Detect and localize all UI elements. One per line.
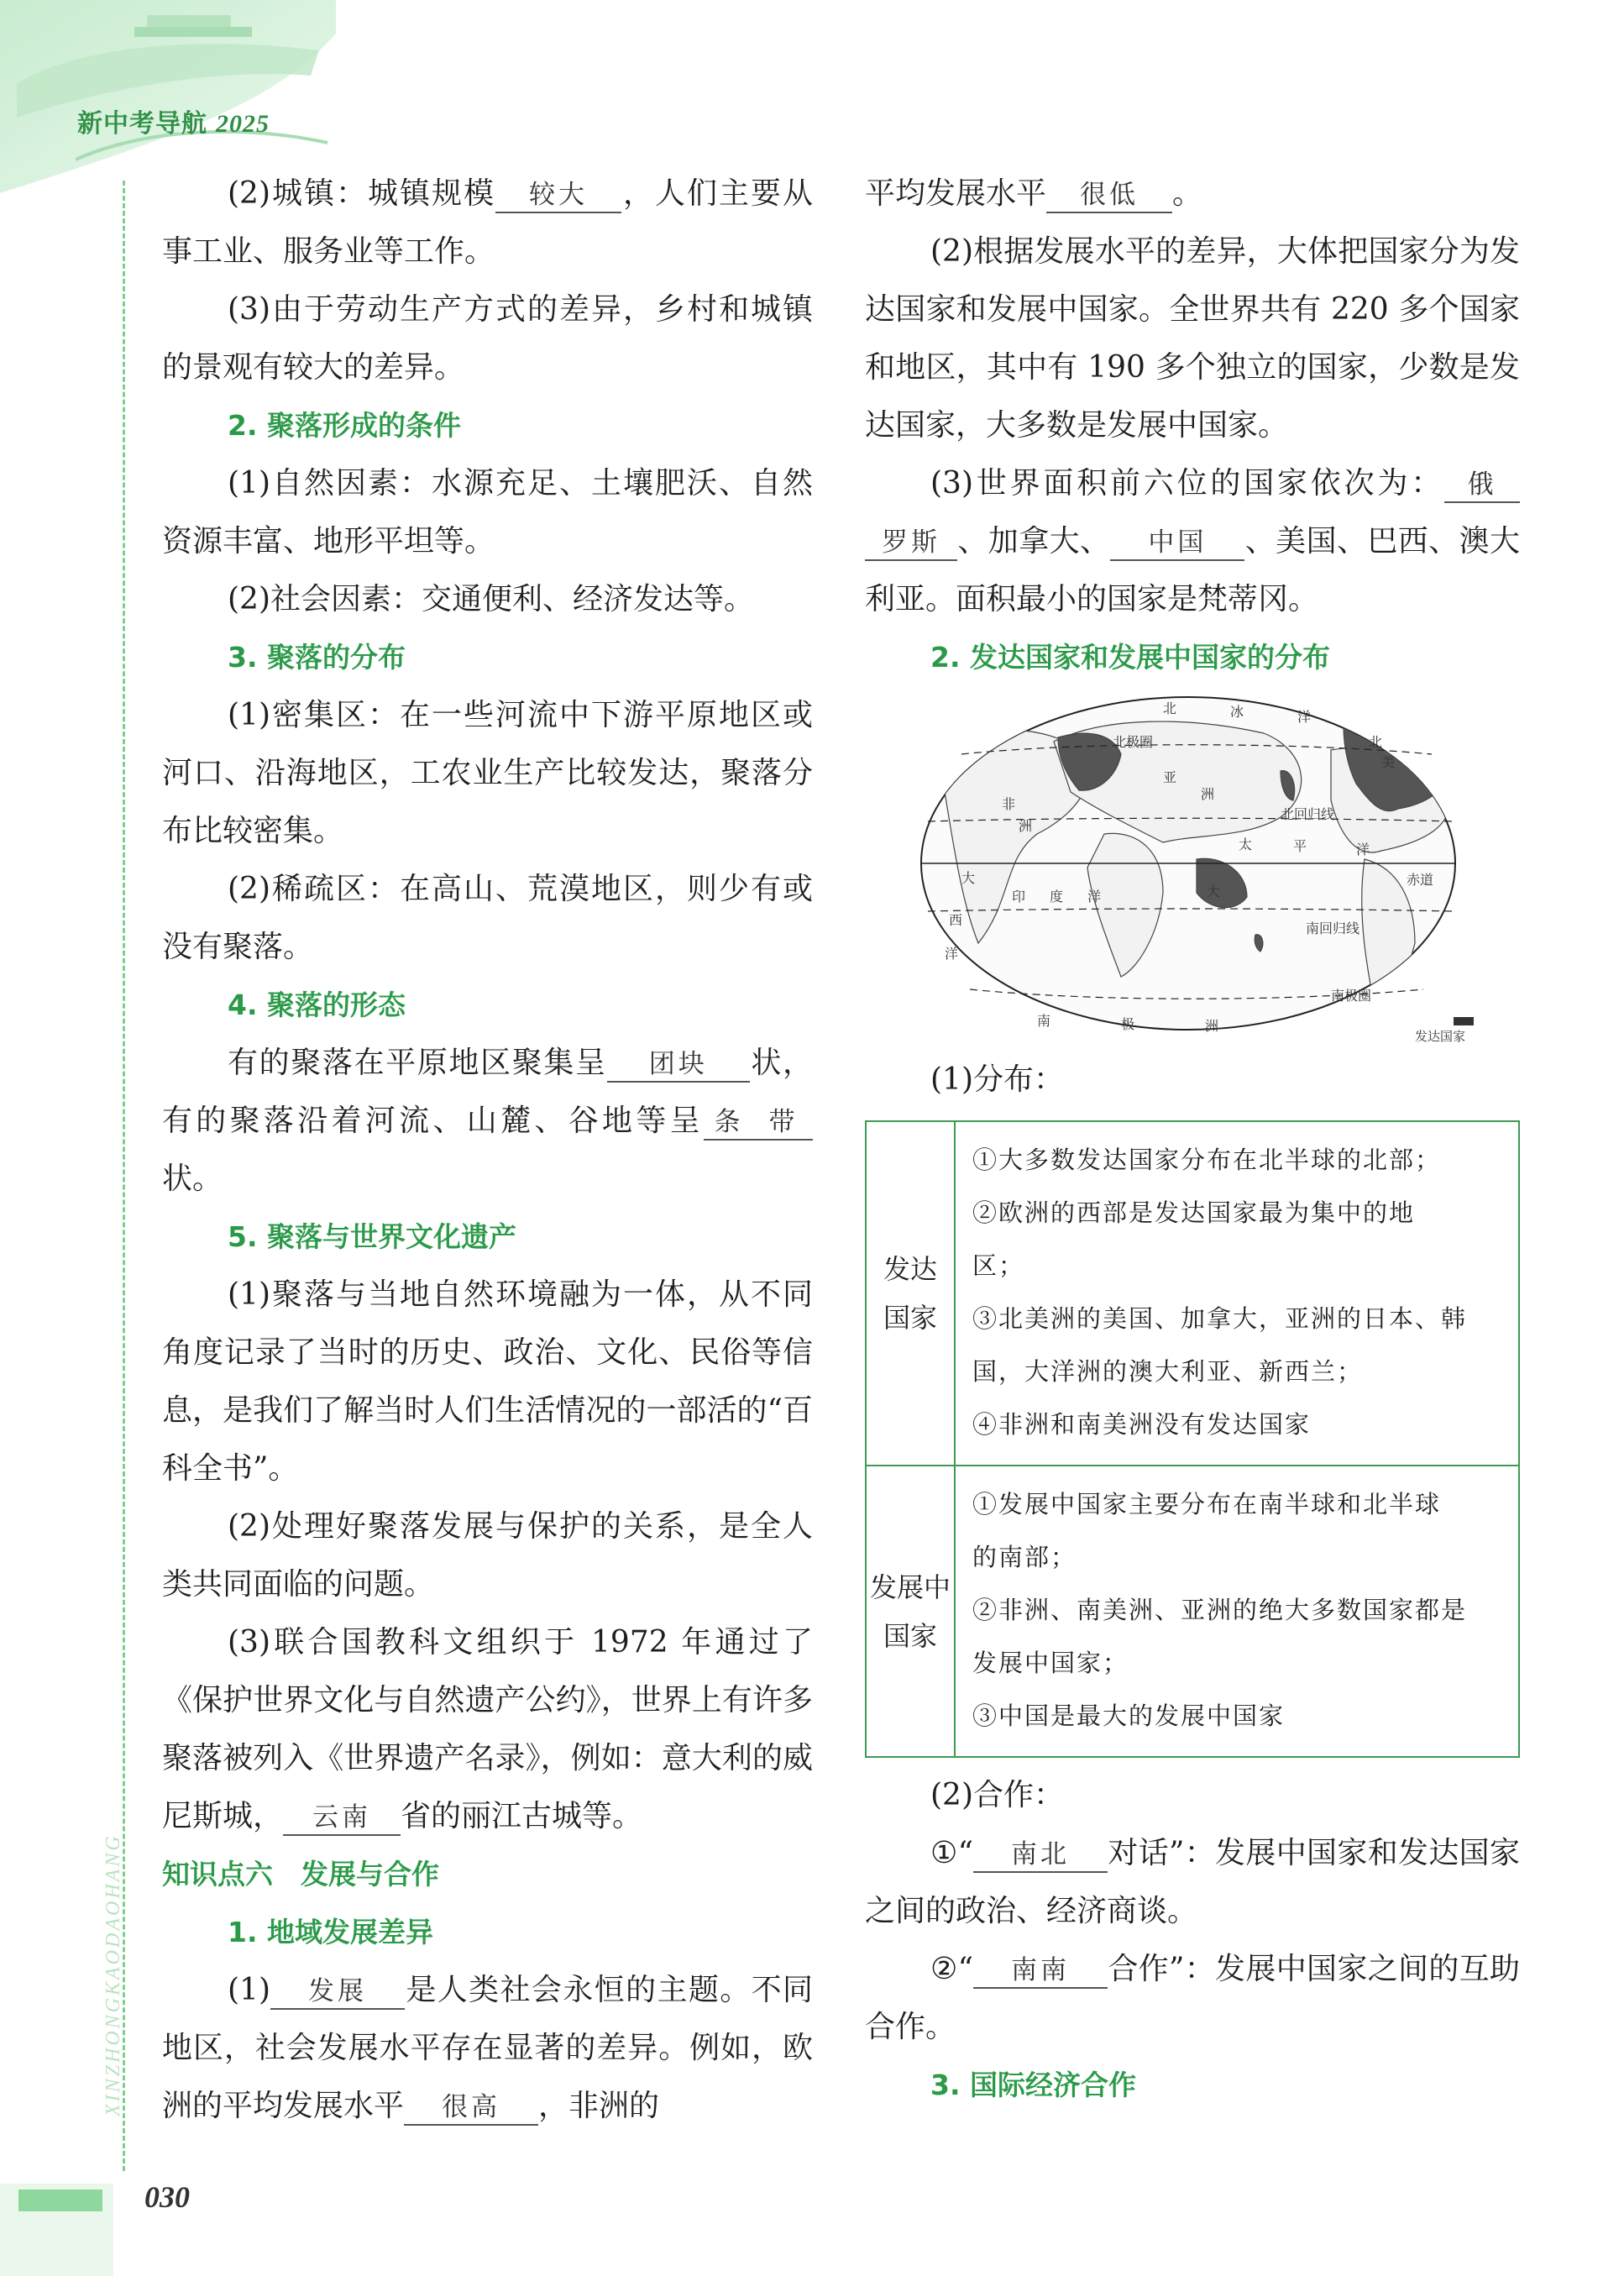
- settlement-form-paragraph: [162, 1034, 813, 1208]
- dense-area: (1)密集区：在一些河流中下游平原地区或河口、沿海地区，工农业生产比较发达，聚落分布比较密集。: [162, 698, 813, 848]
- answer-blank: 云南: [283, 1801, 401, 1836]
- answer-blank: 南北: [973, 1838, 1108, 1873]
- developed-content: [955, 1121, 1519, 1466]
- row-head-developed: [866, 1121, 955, 1466]
- answer-blank: 俄: [1444, 468, 1520, 503]
- answer-blank: 南南: [973, 1953, 1108, 1989]
- map-label-africa-2: 洲: [1019, 818, 1033, 834]
- natural-factors: (1)自然因素：水源充足、土壤肥沃、自然资源丰富、地形平坦等。: [162, 466, 813, 559]
- text: 对话”：发展中国家和发达国家之间的政治、经济商谈。: [865, 1836, 1520, 1928]
- heritage-paragraph-1: (1)聚落与当地自然环境融为一体，从不同角度记录了当时的历史、政治、文化、民俗等信息，是我们了解当时人们生活情况的一部活的“百科全书”。: [162, 1277, 813, 1486]
- table-line: 国，大洋洲的澳大利亚、新西兰；: [972, 1357, 1364, 1386]
- text: (3)联合国教科文组织于 1972 年通过了《保护世界文化与自然遗产公约》，世界上有许多聚落被列入《世界遗产名录》，例如：意大利的威尼斯城，: [162, 1625, 813, 1833]
- heading-distribution: 2. 发达国家和发展中国家的分布: [930, 641, 1330, 674]
- map-label-indian-2: 度: [1050, 889, 1064, 905]
- landscape-paragraph: (3)由于劳动生产方式的差异，乡村和城镇的景观有较大的差异。: [162, 292, 813, 385]
- town-paragraph: [162, 165, 813, 281]
- distribution-table: [865, 1120, 1520, 1758]
- heading-world-heritage: 5. 聚落与世界文化遗产: [228, 1220, 516, 1253]
- text: ，非洲的: [538, 2089, 660, 2123]
- text: 是人类社会永恒的主题。不同地区，社会发展水平存在显著的差异。例如，欧洲的平均发展水平: [162, 1973, 813, 2123]
- answer-blank: 中国: [1110, 526, 1244, 561]
- heading-international-cooperation: 3. 国际经济合作: [930, 2069, 1136, 2101]
- row-head-text: 发展中: [869, 1571, 951, 1603]
- text: 省的丽江古城等。: [401, 1799, 643, 1833]
- map-label-asia-2: 洲: [1201, 786, 1215, 802]
- answer-blank: 较大: [495, 178, 621, 213]
- right-column: [865, 165, 1520, 2114]
- map-label-arctic-circle: 北极圈: [1113, 734, 1154, 750]
- social-factors: (2)社会因素：交通便利、经济发达等。: [228, 582, 754, 616]
- text: (2)城镇：城镇规模: [228, 176, 495, 211]
- south-south-cooperation: [865, 1940, 1520, 2056]
- world-map-graphic: [911, 691, 1474, 1044]
- table-line: ①大多数发达国家分布在北半球的北部；: [972, 1146, 1442, 1174]
- map-label-atlantic-3: 洋: [945, 946, 959, 962]
- text: 有的聚落在平原地区聚集呈: [228, 1046, 607, 1080]
- knowledge-point-six: 知识点六 发展与合作: [162, 1858, 439, 1891]
- table-line: ④非洲和南美洲没有发达国家: [972, 1410, 1312, 1439]
- brand-name: 新中考导航: [77, 109, 207, 139]
- row-head-text: 发达: [883, 1253, 937, 1285]
- map-label-australia: 大: [1207, 884, 1221, 899]
- map-label-north-america-2: 美: [1381, 754, 1396, 770]
- distribution-label: (1)分布：: [930, 1062, 1064, 1097]
- table-line: ②非洲、南美洲、亚洲的绝大多数国家都是: [972, 1596, 1468, 1624]
- map-label-pacific-1: 太: [1239, 836, 1253, 852]
- table-line: 发展中国家；: [972, 1649, 1129, 1677]
- map-label-north-america-1: 北: [1369, 734, 1383, 750]
- vertical-series-text: XINZHONGKAODAOHANG: [102, 1833, 124, 2116]
- map-label-indian-1: 印: [1012, 889, 1026, 905]
- table-line: ②欧洲的西部是发达国家最为集中的地: [972, 1198, 1416, 1227]
- text: 、美国、巴西、澳大利亚。面积最小的国家是梵蒂冈。: [865, 524, 1520, 616]
- text: 、加拿大、: [957, 524, 1111, 559]
- text: 平均发展水平: [865, 176, 1047, 211]
- map-label-atlantic-1: 大: [961, 870, 976, 886]
- cooperation-label: (2)合作：: [930, 1778, 1064, 1812]
- heritage-paragraph-2: (2)处理好聚落发展与保护的关系，是全人类共同面临的问题。: [162, 1509, 813, 1602]
- legend-swatch: [1454, 1017, 1474, 1025]
- answer-blank: 很低: [1046, 178, 1172, 213]
- map-label-indian-3: 洋: [1087, 889, 1102, 905]
- row-head-developing: [866, 1466, 955, 1757]
- map-label-antarctica-2: 极: [1121, 1016, 1135, 1032]
- table-row-developed: [866, 1121, 1519, 1466]
- map-label-arctic-3: 洋: [1297, 709, 1312, 725]
- row-head-text: 国家: [883, 1619, 937, 1652]
- world-map: [911, 691, 1474, 1044]
- sparse-area: (2)稀疏区：在高山、荒漠地区，则少有或没有聚落。: [162, 872, 813, 964]
- table-line: ③中国是最大的发展中国家: [972, 1702, 1286, 1730]
- heritage-paragraph-3: [162, 1613, 813, 1845]
- text: (3)世界面积前六位的国家依次为：: [930, 466, 1444, 501]
- table-line: ①发展中国家主要分布在南半球和北半球: [972, 1490, 1442, 1518]
- left-column: [162, 165, 813, 2135]
- map-label-arctic-1: 北: [1163, 700, 1177, 716]
- heading-settlement-form: 4. 聚落的形态: [228, 989, 406, 1021]
- map-label-atlantic-2: 西: [949, 912, 963, 928]
- map-legend-label: 发达国家: [1415, 1029, 1466, 1044]
- table-line: ③北美洲的美国、加拿大，亚洲的日本、韩: [972, 1304, 1468, 1333]
- largest-countries: [865, 454, 1520, 628]
- text: 合作”：发展中国家之间的互助合作。: [865, 1952, 1520, 2044]
- text: ，人们主要从事工业、服务业等工作。: [162, 176, 813, 269]
- text: ②“: [930, 1952, 974, 1986]
- answer-blank: 罗斯: [865, 526, 957, 561]
- heading-regional-development: 1. 地域发展差异: [228, 1916, 433, 1948]
- table-line: 区；: [972, 1251, 1025, 1280]
- map-label-tropic-north: 北回归线: [1281, 806, 1335, 822]
- table-line: 的南部；: [972, 1543, 1077, 1571]
- africa-level-paragraph: [865, 165, 1520, 223]
- map-label-pacific-2: 平: [1293, 838, 1307, 854]
- north-south-dialogue: [865, 1824, 1520, 1940]
- map-label-tropic-south: 南回归线: [1306, 920, 1360, 936]
- map-label-antarctica-3: 洲: [1205, 1018, 1219, 1034]
- development-paragraph: [162, 1961, 813, 2135]
- table-row-developing: [866, 1466, 1519, 1757]
- heading-settlement-conditions: 2. 聚落形成的条件: [228, 409, 461, 442]
- map-label-antarctic-circle: 南极圈: [1331, 988, 1372, 1004]
- brand-year: 2025: [216, 110, 270, 138]
- map-label-asia-1: 亚: [1163, 769, 1177, 785]
- answer-blank: 带: [754, 1105, 813, 1141]
- text: 状。: [162, 1162, 223, 1196]
- map-label-pacific-3: 洋: [1356, 842, 1370, 857]
- text: ①“: [930, 1836, 974, 1870]
- row-head-text: 国家: [883, 1302, 937, 1334]
- map-label-arctic-2: 冰: [1230, 704, 1244, 720]
- page-number: 030: [144, 2180, 190, 2214]
- answer-blank: 团块: [607, 1047, 750, 1083]
- text: 。: [1172, 176, 1203, 211]
- footer-bar: [18, 2189, 102, 2211]
- developing-content: [955, 1466, 1519, 1757]
- map-label-africa-1: 非: [1002, 796, 1016, 812]
- brand-title: [77, 102, 270, 139]
- answer-blank: 发展: [270, 1974, 405, 2010]
- answer-blank: 很高: [404, 2090, 538, 2126]
- answer-blank: 条: [704, 1105, 754, 1141]
- map-label-equator: 赤道: [1407, 872, 1434, 888]
- map-label-antarctica-1: 南: [1037, 1013, 1051, 1029]
- text: (1): [228, 1973, 270, 2007]
- heading-settlement-distribution: 3. 聚落的分布: [228, 641, 406, 674]
- country-classification: (2)根据发展水平的差异，大体把国家分为发达国家和发展中国家。全世界共有 220 多个国家和地区，其中有 190 多个独立的国家，少数是发达国家，大多数是发展中国家。: [865, 234, 1520, 443]
- text: 状，有的聚落沿着河流、山麓、谷地等呈: [162, 1046, 813, 1138]
